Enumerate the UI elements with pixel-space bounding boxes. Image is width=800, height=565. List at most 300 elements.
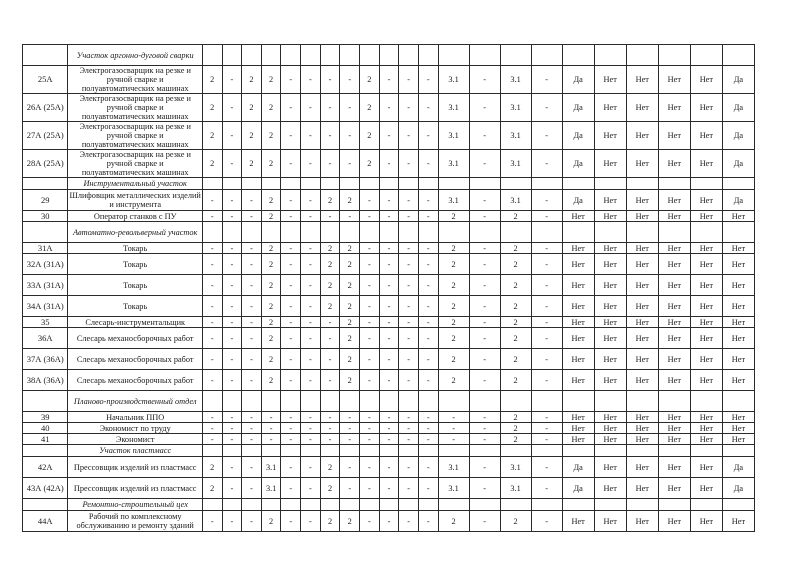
value-cell: 2: [438, 370, 469, 391]
value-cell: 2: [261, 150, 281, 178]
value-cell: -: [360, 328, 380, 349]
value-cell: -: [242, 317, 262, 328]
value-cell: Нет: [658, 328, 690, 349]
value-cell: 2: [500, 423, 531, 434]
value-cell: Нет: [562, 370, 594, 391]
value-cell: 2: [320, 478, 340, 499]
value-cell: -: [301, 296, 321, 317]
value-cell: -: [469, 478, 500, 499]
value-cell: -: [418, 296, 438, 317]
value-cell: -: [222, 434, 242, 445]
value-cell: Нет: [594, 511, 626, 532]
value-cell: -: [242, 423, 262, 434]
value-cell: -: [531, 296, 562, 317]
job-title: Электрогазосварщик на резке и ручной сварке и полуавтоматических машинах: [68, 122, 202, 150]
value-cell: -: [222, 317, 242, 328]
table-row: [23, 370, 755, 391]
value-cell: -: [301, 94, 321, 122]
empty-cell: [242, 45, 262, 66]
value-cell: Нет: [722, 254, 754, 275]
value-cell: -: [242, 511, 262, 532]
empty-cell: [340, 178, 360, 190]
empty-cell: [320, 391, 340, 412]
value-cell: -: [438, 423, 469, 434]
empty-cell: [469, 178, 500, 190]
value-cell: Нет: [722, 511, 754, 532]
value-cell: Нет: [594, 243, 626, 254]
value-cell: -: [531, 434, 562, 445]
job-title: Слесарь механосборочных работ: [68, 328, 202, 349]
value-cell: -: [202, 328, 222, 349]
empty-cell: [626, 178, 658, 190]
value-cell: Нет: [658, 66, 690, 94]
empty-cell: [281, 222, 301, 243]
value-cell: -: [320, 94, 340, 122]
value-cell: Нет: [658, 122, 690, 150]
empty-cell: [399, 45, 419, 66]
empty-cell: [469, 222, 500, 243]
value-cell: 2: [340, 317, 360, 328]
value-cell: -: [399, 150, 419, 178]
empty-cell: [500, 45, 531, 66]
empty-cell: [379, 45, 399, 66]
empty-cell: [594, 445, 626, 457]
table-row: [23, 478, 755, 499]
job-title: Оператор станков с ПУ: [68, 211, 202, 222]
value-cell: 2: [340, 511, 360, 532]
value-cell: -: [360, 434, 380, 445]
value-cell: 2: [202, 94, 222, 122]
value-cell: -: [281, 511, 301, 532]
value-cell: -: [379, 122, 399, 150]
section-title: Инструментальный участок: [68, 178, 202, 190]
value-cell: -: [301, 211, 321, 222]
section-header-row: [23, 45, 755, 66]
empty-cell: [242, 178, 262, 190]
value-cell: -: [399, 478, 419, 499]
value-cell: -: [360, 254, 380, 275]
empty-cell: [562, 45, 594, 66]
value-cell: Нет: [690, 478, 722, 499]
value-cell: -: [202, 296, 222, 317]
value-cell: Нет: [690, 122, 722, 150]
empty-cell: [301, 499, 321, 511]
value-cell: Нет: [722, 275, 754, 296]
value-cell: -: [418, 275, 438, 296]
empty-cell: [202, 45, 222, 66]
value-cell: -: [301, 275, 321, 296]
value-cell: -: [360, 317, 380, 328]
value-cell: Нет: [658, 150, 690, 178]
empty-cell: [261, 222, 281, 243]
value-cell: -: [469, 190, 500, 211]
value-cell: -: [379, 370, 399, 391]
empty-cell: [438, 445, 469, 457]
empty-cell: [438, 45, 469, 66]
value-cell: -: [301, 254, 321, 275]
value-cell: -: [379, 328, 399, 349]
value-cell: -: [281, 478, 301, 499]
value-cell: 2: [438, 328, 469, 349]
value-cell: -: [340, 150, 360, 178]
empty-cell: [222, 222, 242, 243]
value-cell: 2: [500, 370, 531, 391]
value-cell: Да: [562, 66, 594, 94]
value-cell: Нет: [562, 211, 594, 222]
value-cell: -: [531, 478, 562, 499]
value-cell: -: [379, 296, 399, 317]
empty-cell: [340, 499, 360, 511]
value-cell: -: [242, 478, 262, 499]
empty-cell: [500, 222, 531, 243]
empty-cell: [722, 499, 754, 511]
value-cell: Нет: [594, 66, 626, 94]
table-row: [23, 66, 755, 94]
value-cell: 2: [340, 296, 360, 317]
value-cell: -: [531, 317, 562, 328]
value-cell: -: [301, 412, 321, 423]
value-cell: 3.1: [500, 94, 531, 122]
value-cell: Нет: [626, 349, 658, 370]
value-cell: -: [399, 349, 419, 370]
value-cell: -: [531, 370, 562, 391]
value-cell: 2: [500, 317, 531, 328]
empty-cell: [438, 499, 469, 511]
row-number: 38А (36А): [23, 370, 68, 391]
job-title: Токарь: [68, 296, 202, 317]
row-number: 25А: [23, 66, 68, 94]
value-cell: -: [222, 296, 242, 317]
empty-cell: [202, 391, 222, 412]
value-cell: -: [281, 243, 301, 254]
empty-cell: [301, 178, 321, 190]
row-number: 32А (31А): [23, 254, 68, 275]
value-cell: -: [399, 457, 419, 478]
job-title: Электрогазосварщик на резке и ручной сварке и полуавтоматических машинах: [68, 66, 202, 94]
value-cell: -: [281, 275, 301, 296]
empty-cell: [261, 45, 281, 66]
value-cell: -: [340, 211, 360, 222]
value-cell: -: [301, 434, 321, 445]
value-cell: -: [320, 328, 340, 349]
empty-cell: [594, 178, 626, 190]
section-num-cell: [23, 222, 68, 243]
empty-cell: [626, 45, 658, 66]
empty-cell: [360, 445, 380, 457]
value-cell: -: [301, 150, 321, 178]
value-cell: -: [281, 296, 301, 317]
value-cell: -: [418, 254, 438, 275]
value-cell: -: [202, 370, 222, 391]
value-cell: -: [469, 511, 500, 532]
value-cell: Нет: [658, 423, 690, 434]
job-title: Токарь: [68, 275, 202, 296]
empty-cell: [340, 222, 360, 243]
value-cell: Нет: [562, 296, 594, 317]
value-cell: 2: [438, 254, 469, 275]
value-cell: -: [242, 211, 262, 222]
value-cell: -: [301, 328, 321, 349]
value-cell: -: [399, 296, 419, 317]
empty-cell: [379, 445, 399, 457]
value-cell: -: [379, 317, 399, 328]
value-cell: Нет: [658, 511, 690, 532]
value-cell: -: [469, 296, 500, 317]
value-cell: -: [418, 434, 438, 445]
value-cell: -: [531, 243, 562, 254]
empty-cell: [658, 391, 690, 412]
value-cell: -: [531, 457, 562, 478]
value-cell: Нет: [658, 275, 690, 296]
value-cell: 3.1: [438, 66, 469, 94]
value-cell: Да: [562, 122, 594, 150]
table-row: [23, 254, 755, 275]
value-cell: 2: [261, 211, 281, 222]
value-cell: -: [469, 434, 500, 445]
empty-cell: [301, 45, 321, 66]
value-cell: -: [222, 511, 242, 532]
value-cell: -: [202, 243, 222, 254]
value-cell: 2: [500, 296, 531, 317]
value-cell: 2: [500, 275, 531, 296]
table-row: [23, 423, 755, 434]
value-cell: Нет: [690, 243, 722, 254]
value-cell: -: [340, 122, 360, 150]
value-cell: 2: [261, 370, 281, 391]
value-cell: 2: [320, 254, 340, 275]
value-cell: Нет: [658, 211, 690, 222]
value-cell: -: [469, 150, 500, 178]
value-cell: -: [281, 190, 301, 211]
row-number: 43А (42А): [23, 478, 68, 499]
section-num-cell: [23, 45, 68, 66]
value-cell: 2: [242, 150, 262, 178]
empty-cell: [562, 391, 594, 412]
value-cell: Нет: [690, 457, 722, 478]
value-cell: Да: [562, 457, 594, 478]
empty-cell: [626, 499, 658, 511]
empty-cell: [594, 222, 626, 243]
value-cell: -: [379, 457, 399, 478]
value-cell: -: [399, 434, 419, 445]
empty-cell: [658, 499, 690, 511]
value-cell: -: [261, 434, 281, 445]
value-cell: -: [399, 66, 419, 94]
empty-cell: [261, 499, 281, 511]
value-cell: -: [469, 275, 500, 296]
empty-cell: [379, 222, 399, 243]
value-cell: -: [469, 412, 500, 423]
empty-cell: [360, 391, 380, 412]
section-num-cell: [23, 391, 68, 412]
row-number: 35: [23, 317, 68, 328]
table-row: [23, 457, 755, 478]
value-cell: Нет: [562, 349, 594, 370]
value-cell: -: [301, 66, 321, 94]
value-cell: Нет: [658, 317, 690, 328]
value-cell: -: [242, 370, 262, 391]
value-cell: Нет: [626, 423, 658, 434]
value-cell: -: [469, 122, 500, 150]
job-title: Начальник ППО: [68, 412, 202, 423]
value-cell: -: [379, 511, 399, 532]
value-cell: -: [202, 254, 222, 275]
value-cell: -: [418, 150, 438, 178]
section-header-row: [23, 445, 755, 457]
value-cell: Да: [722, 457, 754, 478]
value-cell: Нет: [626, 243, 658, 254]
empty-cell: [562, 445, 594, 457]
empty-cell: [562, 178, 594, 190]
row-number: 30: [23, 211, 68, 222]
value-cell: -: [320, 150, 340, 178]
value-cell: 2: [360, 122, 380, 150]
value-cell: Нет: [722, 296, 754, 317]
value-cell: -: [379, 211, 399, 222]
job-title: Электрогазосварщик на резке и ручной сварке и полуавтоматических машинах: [68, 150, 202, 178]
value-cell: Нет: [722, 370, 754, 391]
job-title: Токарь: [68, 243, 202, 254]
value-cell: -: [379, 66, 399, 94]
value-cell: Нет: [658, 254, 690, 275]
value-cell: 2: [261, 328, 281, 349]
empty-cell: [531, 222, 562, 243]
job-title: Прессовщик изделий из пластмасс: [68, 478, 202, 499]
value-cell: 2: [438, 211, 469, 222]
value-cell: -: [399, 94, 419, 122]
value-cell: -: [469, 457, 500, 478]
empty-cell: [281, 391, 301, 412]
value-cell: -: [379, 94, 399, 122]
value-cell: Нет: [658, 412, 690, 423]
value-cell: -: [399, 511, 419, 532]
value-cell: -: [242, 434, 262, 445]
value-cell: Нет: [626, 275, 658, 296]
empty-cell: [500, 391, 531, 412]
table-row: [23, 328, 755, 349]
section-num-cell: [23, 178, 68, 190]
value-cell: Да: [562, 190, 594, 211]
empty-cell: [531, 178, 562, 190]
value-cell: 3.1: [500, 478, 531, 499]
value-cell: 2: [261, 122, 281, 150]
value-cell: -: [202, 349, 222, 370]
value-cell: -: [360, 412, 380, 423]
empty-cell: [202, 222, 222, 243]
value-cell: -: [379, 254, 399, 275]
empty-cell: [399, 499, 419, 511]
table-row: [23, 317, 755, 328]
table-row: [23, 296, 755, 317]
value-cell: -: [399, 423, 419, 434]
row-number: 42А: [23, 457, 68, 478]
value-cell: 2: [438, 511, 469, 532]
value-cell: -: [242, 457, 262, 478]
value-cell: -: [360, 296, 380, 317]
value-cell: -: [222, 122, 242, 150]
value-cell: Да: [722, 190, 754, 211]
value-cell: -: [242, 412, 262, 423]
value-cell: 3.1: [500, 150, 531, 178]
value-cell: -: [469, 254, 500, 275]
empty-cell: [658, 45, 690, 66]
value-cell: Нет: [626, 370, 658, 391]
value-cell: 2: [438, 349, 469, 370]
value-cell: -: [261, 423, 281, 434]
value-cell: Нет: [690, 254, 722, 275]
empty-cell: [281, 45, 301, 66]
value-cell: -: [418, 122, 438, 150]
value-cell: Нет: [626, 478, 658, 499]
value-cell: Нет: [690, 150, 722, 178]
empty-cell: [222, 391, 242, 412]
value-cell: -: [418, 511, 438, 532]
value-cell: Нет: [722, 349, 754, 370]
value-cell: -: [531, 211, 562, 222]
value-cell: -: [360, 190, 380, 211]
value-cell: -: [340, 457, 360, 478]
empty-cell: [418, 499, 438, 511]
table-row: [23, 211, 755, 222]
value-cell: -: [242, 328, 262, 349]
value-cell: 2: [261, 317, 281, 328]
value-cell: -: [379, 478, 399, 499]
empty-cell: [222, 499, 242, 511]
value-cell: Да: [722, 122, 754, 150]
empty-cell: [531, 391, 562, 412]
empty-cell: [690, 222, 722, 243]
value-cell: Нет: [722, 243, 754, 254]
value-cell: -: [379, 412, 399, 423]
empty-cell: [301, 445, 321, 457]
empty-cell: [658, 445, 690, 457]
value-cell: -: [222, 478, 242, 499]
value-cell: -: [360, 211, 380, 222]
empty-cell: [242, 445, 262, 457]
row-number: 36А: [23, 328, 68, 349]
value-cell: Нет: [594, 94, 626, 122]
value-cell: Нет: [562, 254, 594, 275]
value-cell: Нет: [722, 328, 754, 349]
value-cell: -: [360, 370, 380, 391]
value-cell: -: [438, 434, 469, 445]
value-cell: 2: [340, 328, 360, 349]
value-cell: Нет: [658, 296, 690, 317]
value-cell: -: [301, 511, 321, 532]
value-cell: -: [531, 190, 562, 211]
empty-cell: [360, 499, 380, 511]
value-cell: Нет: [690, 370, 722, 391]
value-cell: -: [399, 275, 419, 296]
value-cell: 2: [261, 94, 281, 122]
value-cell: Нет: [594, 211, 626, 222]
value-cell: 2: [360, 94, 380, 122]
value-cell: -: [340, 94, 360, 122]
section-title: Участок пластмасс: [68, 445, 202, 457]
table-row: [23, 94, 755, 122]
row-number: 33А (31А): [23, 275, 68, 296]
value-cell: -: [222, 190, 242, 211]
value-cell: -: [469, 370, 500, 391]
value-cell: -: [340, 478, 360, 499]
empty-cell: [202, 499, 222, 511]
value-cell: 2: [438, 243, 469, 254]
empty-cell: [626, 445, 658, 457]
value-cell: 2: [360, 66, 380, 94]
empty-cell: [469, 45, 500, 66]
value-cell: Нет: [626, 457, 658, 478]
value-cell: Нет: [658, 94, 690, 122]
